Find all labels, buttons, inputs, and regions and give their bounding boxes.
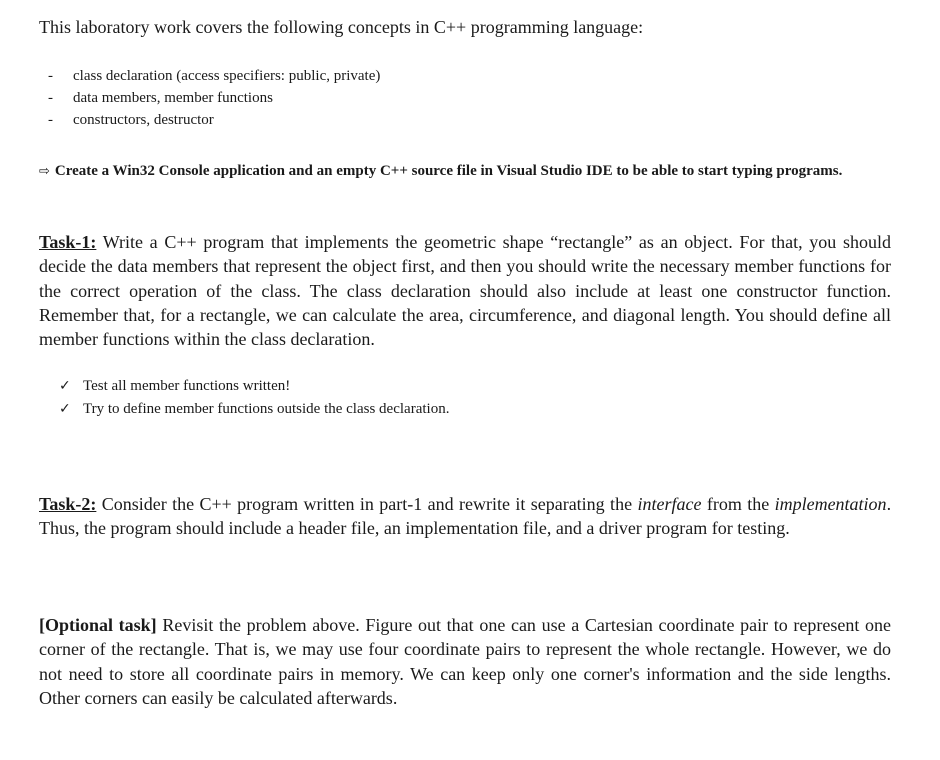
task-2-label: Task-2: [39, 494, 97, 514]
concept-list [39, 65, 380, 131]
checkmark-icon: ✓ [59, 401, 71, 417]
checklist-item-text: Test all member functions written! [83, 378, 291, 394]
list-item [59, 375, 449, 398]
dash-bullet-icon: - [48, 112, 53, 128]
task-2-implementation-word: implementation [774, 494, 887, 514]
checklist [59, 375, 449, 421]
list-item [39, 87, 380, 109]
task-2-text-after: . Thus, the program should include a header file, an implementation file, and a driver program for testing. [39, 494, 892, 539]
task-1-paragraph [39, 230, 891, 351]
task-1-label: Task-1: [39, 232, 97, 252]
task-2-interface-word: interface [637, 494, 702, 514]
list-item [39, 65, 380, 87]
setup-note-text: Create a Win32 Console application and an empty C++ source file in Visual Studio IDE to be able to start typing programs. [54, 163, 843, 179]
optional-task-paragraph [39, 613, 891, 710]
list-item [39, 109, 380, 131]
dash-bullet-icon: - [48, 90, 53, 106]
list-item [59, 398, 449, 421]
task-1-text: Write a C++ program that implements the geometric shape “rectangle” as an object. For that, you should decide the data members that represent the object first, and then you should write the necessary member functions for the correct operation of the class. The class declaration should also include at least one constructor function. Remember that, for a rectangle, we can calculate the area, circumference, and diagonal length. You should define all member functions within the class declaration. [39, 232, 891, 350]
checklist-item-text: Try to define member functions outside the class declaration. [83, 401, 450, 417]
task-2-paragraph [39, 492, 891, 541]
concept-item-text: class declaration (access specifiers: public, private) [73, 68, 381, 84]
task-2-text-middle: from the [706, 494, 770, 514]
checkmark-icon: ✓ [59, 378, 71, 394]
setup-note [39, 160, 842, 183]
concept-item-text: constructors, destructor [73, 112, 214, 128]
optional-task-label: [Optional task] [39, 615, 157, 635]
arrow-right-icon: ⇨ [39, 164, 50, 179]
dash-bullet-icon: - [48, 68, 53, 84]
optional-task-text: Revisit the problem above. Figure out that one can use a Cartesian coordinate pair to represent one corner of the rectangle. That is, we may use four coordinate pairs to represent the whole rectangle. However, we do not need to store all coordinate pairs in memory. We can keep only one corner's information and the side lengths. Other corners can easily be calculated afterwards. [39, 615, 891, 708]
concept-item-text: data members, member functions [73, 90, 273, 106]
task-2-text-before: Consider the C++ program written in part-1 and rewrite it separating the [101, 494, 633, 514]
intro-text: This laboratory work covers the following concepts in C++ programming language: [39, 17, 644, 37]
